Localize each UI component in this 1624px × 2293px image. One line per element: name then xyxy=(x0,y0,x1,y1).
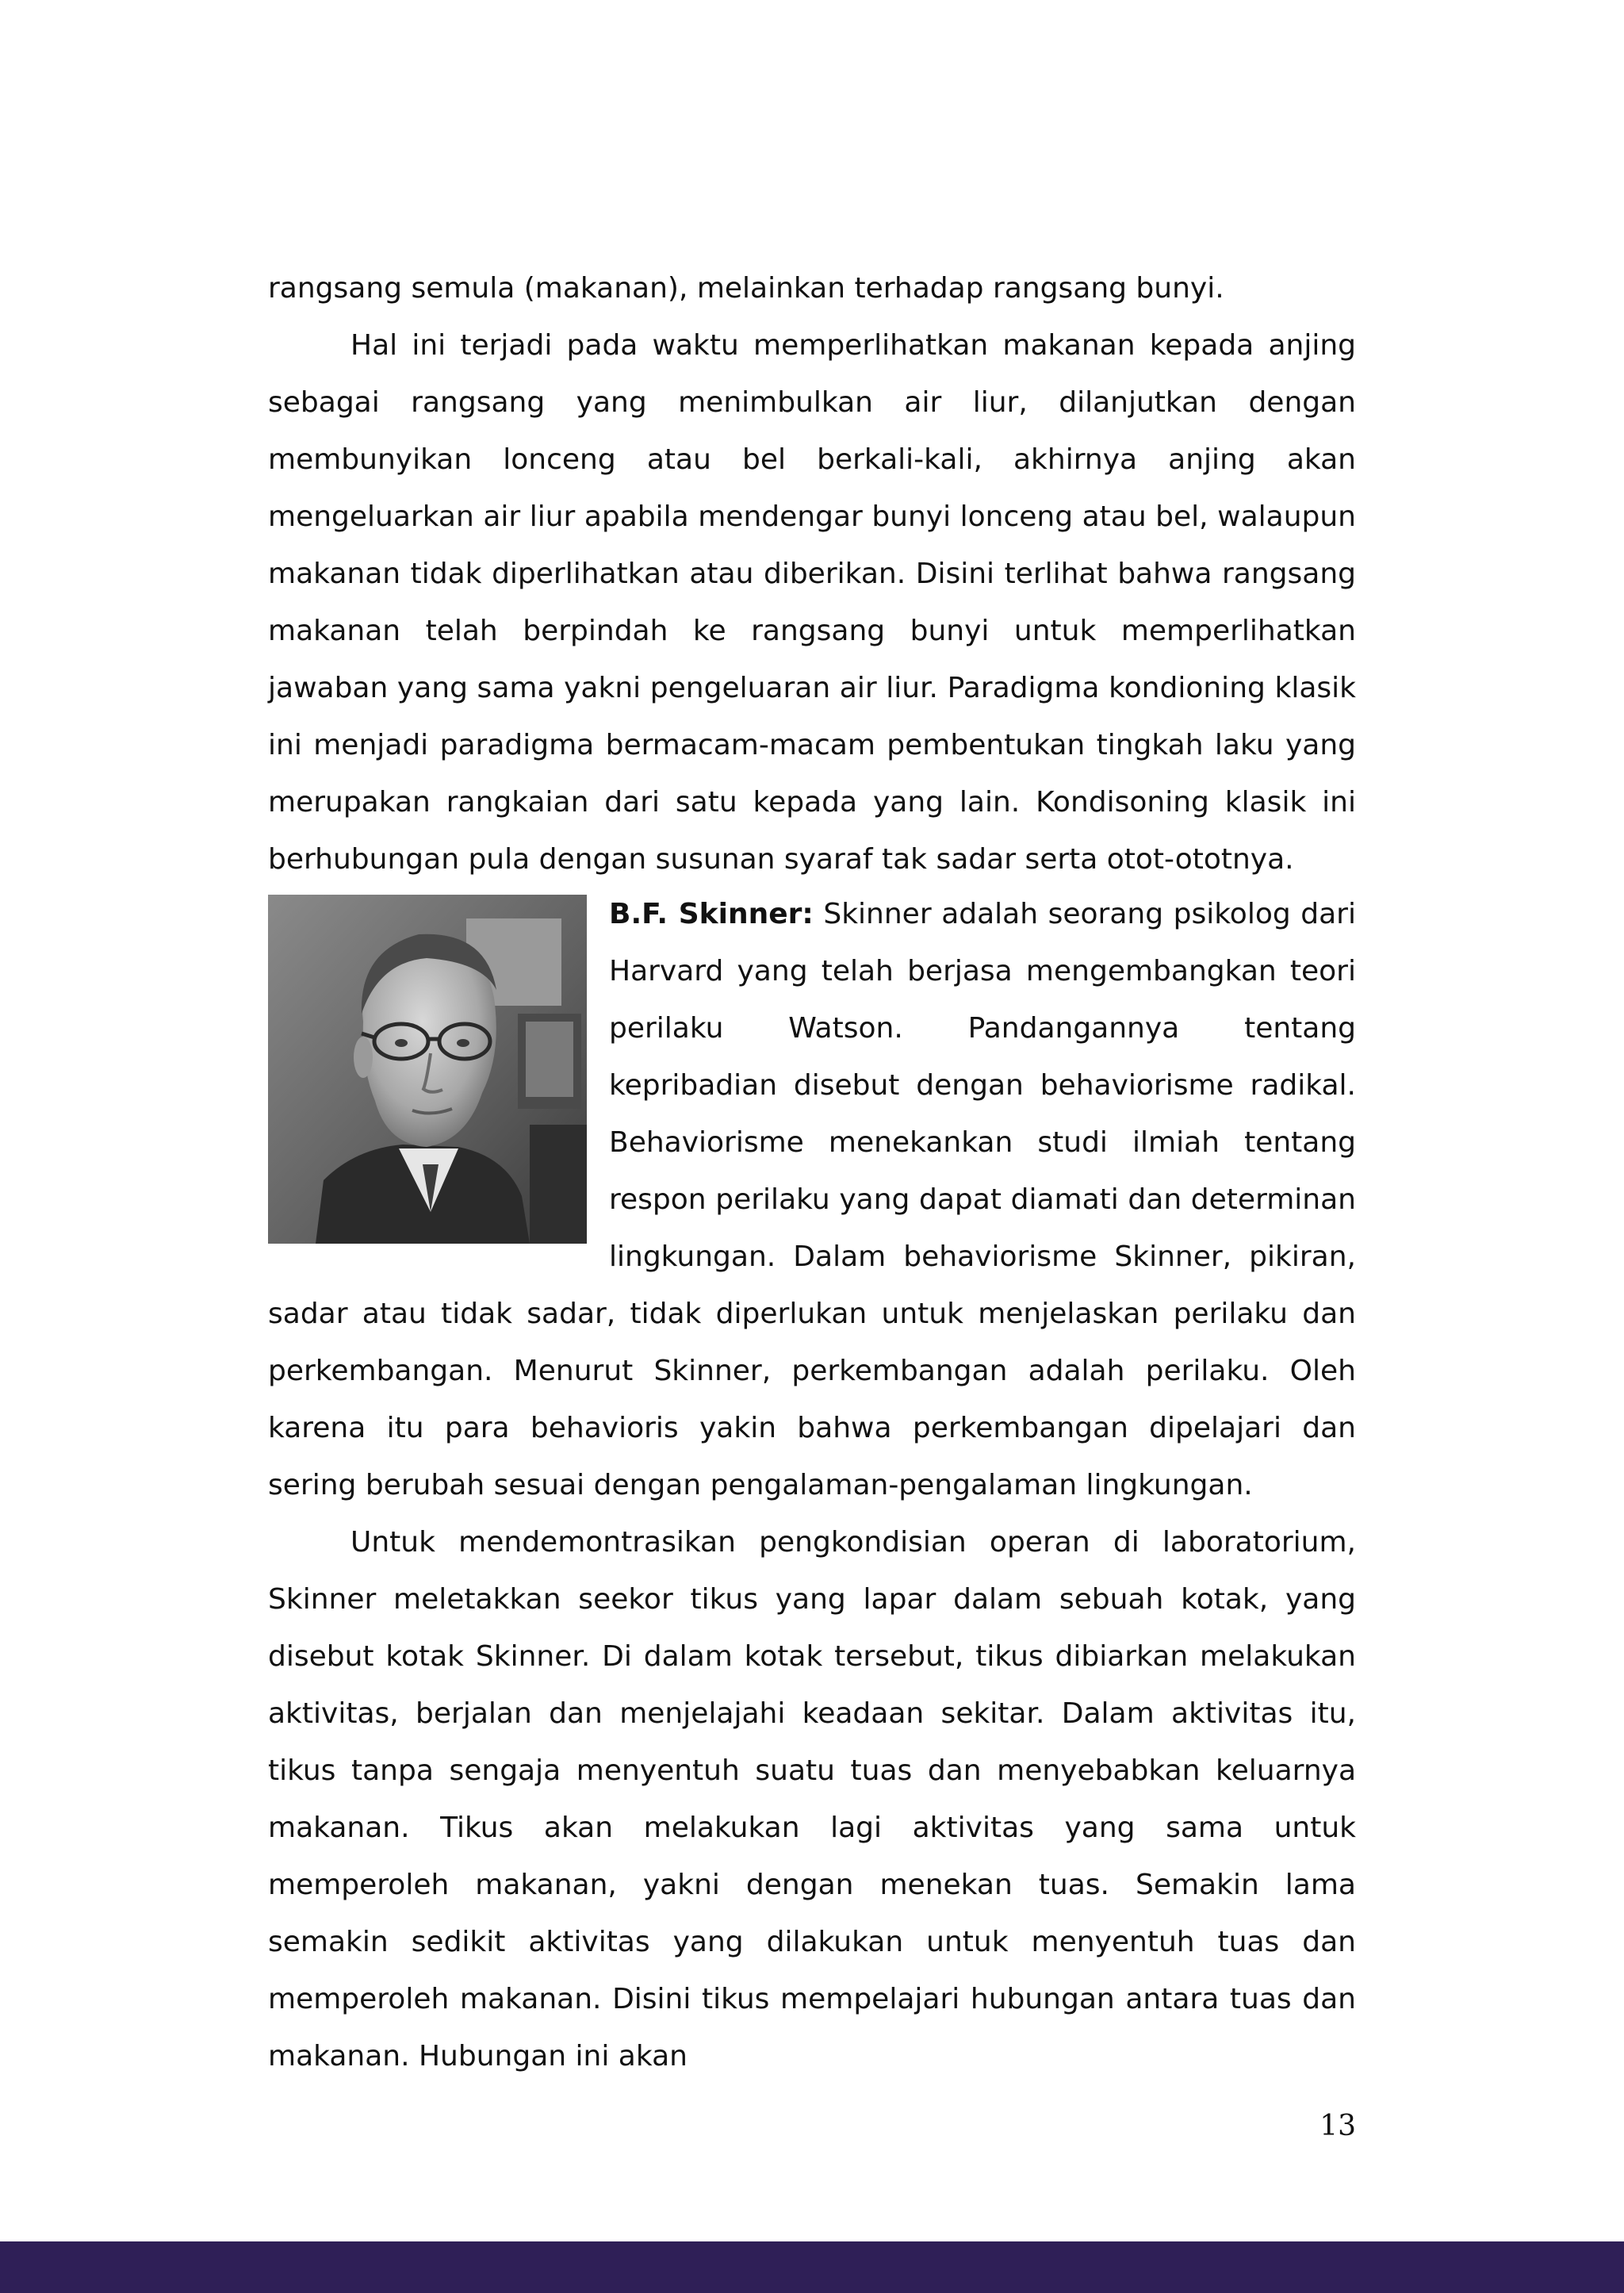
paragraph-skinner xyxy=(268,886,1356,1514)
paragraph-continuation: rangsang semula (makanan), melainkan terhadap rangsang bunyi. xyxy=(268,272,1224,305)
paragraph-operant-conditioning: Untuk mendemontrasikan pengkondisian operan di laboratorium, Skinner meletakkan seekor tikus yang lapar dalam sebuah kotak, yang disebut kotak Skinner. Di dalam kotak tersebut, tikus dibiarkan melakukan aktivitas, berjalan dan menjelajahi keadaan sekitar. Dalam aktivitas itu, tikus tanpa sengaja menyentuh suatu tuas dan menyebabkan keluarnya makanan. Tikus akan melakukan lagi aktivitas yang sama untuk memperoleh makanan, yakni dengan menekan tuas. Semakin lama semakin sedikit aktivitas yang dilakukan untuk menyentuh tuas dan memperoleh makanan. Disini tikus mempelajari hubungan antara tuas dan makanan. Hubungan ini akan xyxy=(268,1526,1356,2073)
footer-bar xyxy=(0,2241,1624,2293)
paragraph-classical-conditioning: Hal ini terjadi pada waktu memperlihatkan makanan kepada anjing sebagai rangsang yang menimbulkan air liur, dilanjutkan dengan membunyikan lonceng atau bel berkali-kali, akhirnya anjing akan mengeluarkan air liur apabila mendengar bunyi lonceng atau bel, walaupun makanan tidak diperlihatkan atau diberikan. Disini terlihat bahwa rangsang makanan telah berpindah ke rangsang bunyi untuk memperlihatkan jawaban yang sama yakni pengeluaran air liur. Paradigma kondioning klasik ini menjadi paradigma bermacam-macam pembentukan tingkah laku yang merupakan rangkaian dari satu kepada yang lain. Kondisoning klasik ini berhubungan pula dengan susunan syaraf tak sadar serta otot-ototnya. xyxy=(268,329,1356,876)
text-block-top xyxy=(268,260,1356,888)
page-number: 13 xyxy=(1320,2110,1356,2142)
text-block-skinner xyxy=(268,886,1356,2085)
skinner-label: B.F. Skinner: xyxy=(609,898,814,930)
image-wrap-spacer xyxy=(268,886,609,1279)
skinner-text: Skinner adalah seorang psikolog dari Harvard yang telah berjasa mengembangkan teori perilaku Watson. Pandangannya tentang kepribadian disebut dengan behaviorisme radikal. Behaviorisme menekankan studi ilmiah tentang respon perilaku yang dapat diamati dan determinan lingkungan. Dalam behaviorisme Skinner, pikiran, sadar atau tidak sadar, tidak diperlukan untuk menjelaskan perilaku dan perkembangan. Menurut Skinner, perkembangan adalah perilaku. Oleh karena itu para behavioris yakin bahwa perkembangan dipelajari dan sering berubah sesuai dengan pengalaman-pengalaman lingkungan. xyxy=(268,898,1356,1501)
